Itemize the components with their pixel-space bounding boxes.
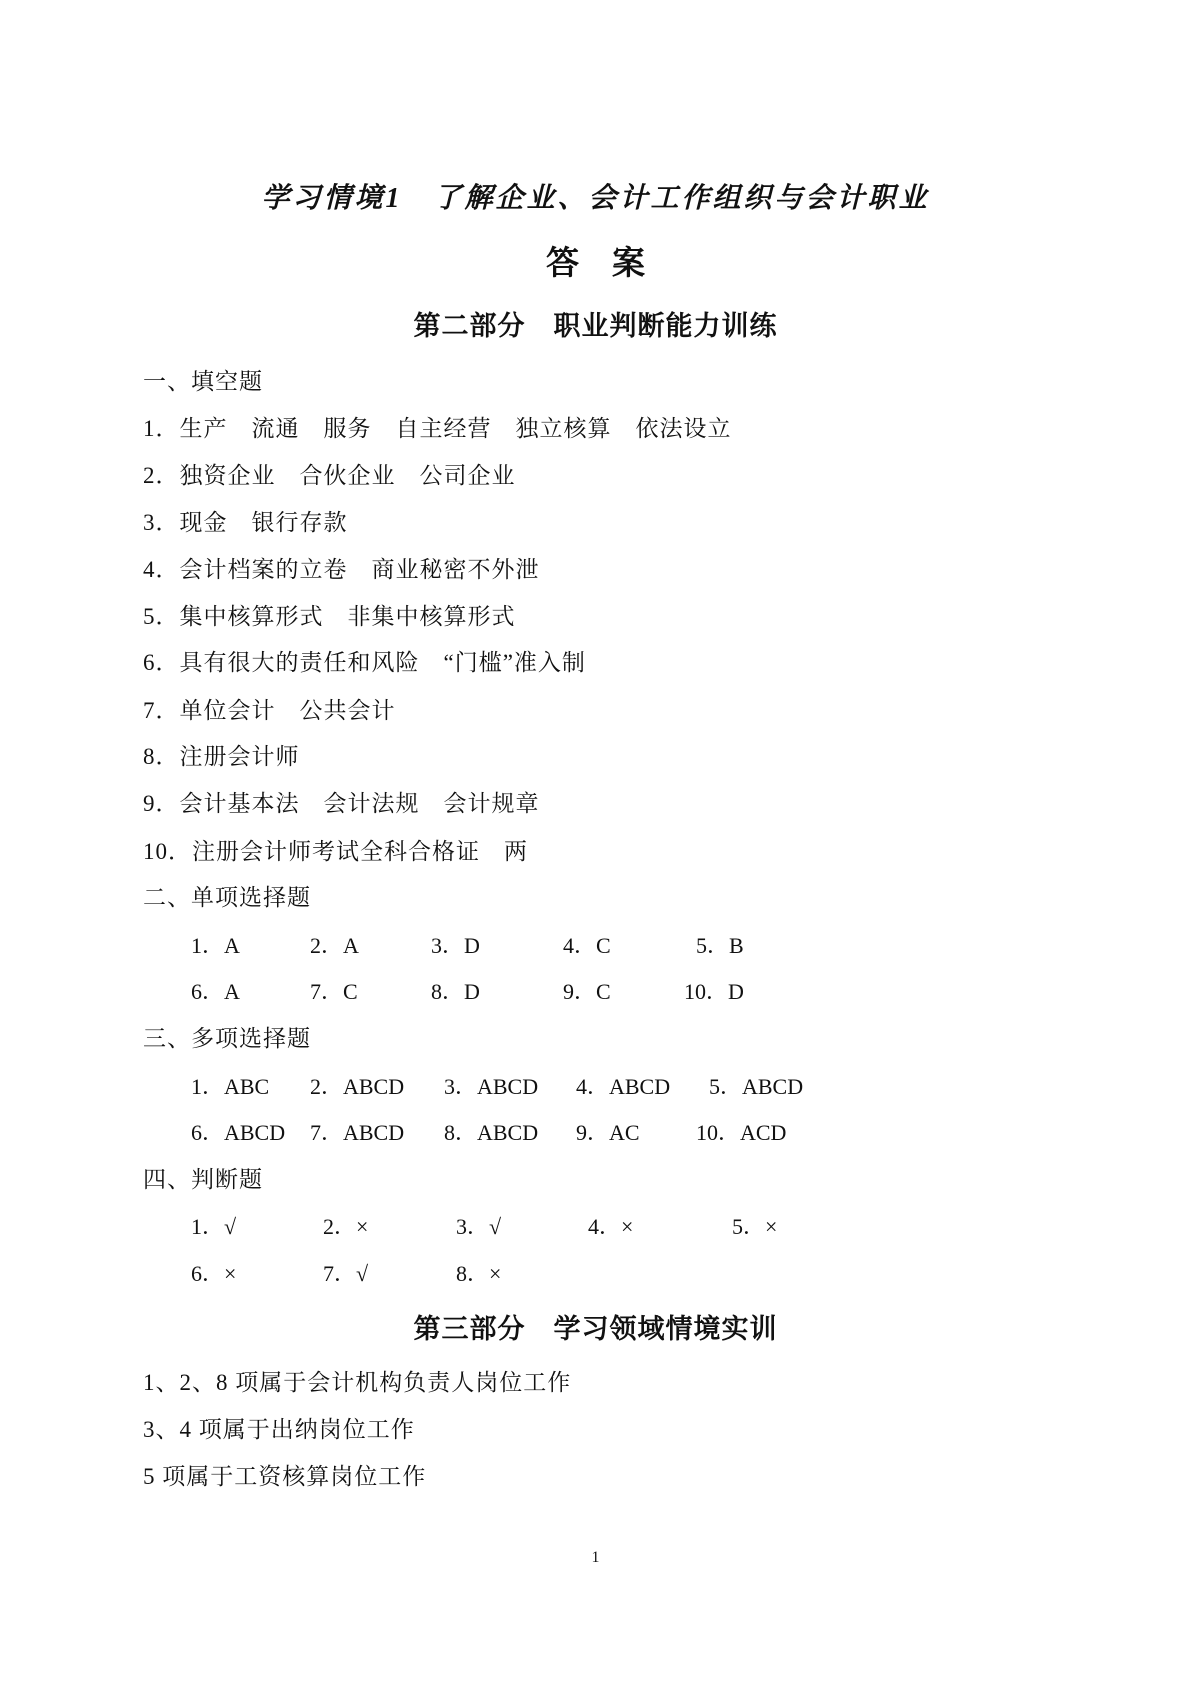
multiple-choice-answer: 6．ABCD bbox=[191, 1120, 286, 1145]
multiple-choice-answer: 5．ABCD bbox=[709, 1074, 804, 1099]
true-false-answer: 7．√ bbox=[323, 1261, 369, 1286]
practice-answer: 3、4 项属于出纳岗位工作 bbox=[143, 1417, 415, 1442]
fill-in-answer: 6．具有很大的责任和风险 “门槛”准入制 bbox=[143, 650, 586, 675]
multiple-choice-answer: 10．ACD bbox=[696, 1120, 787, 1145]
fill-in-heading: 一、填空题 bbox=[143, 369, 263, 394]
single-choice-answer: 1．A bbox=[191, 933, 240, 958]
single-choice-answer: 6．A bbox=[191, 979, 240, 1004]
multiple-choice-answer: 3．ABCD bbox=[444, 1074, 539, 1099]
multiple-choice-answer: 2．ABCD bbox=[310, 1074, 405, 1099]
true-false-answer: 6．× bbox=[191, 1261, 237, 1286]
fill-in-answer: 4．会计档案的立卷 商业秘密不外泄 bbox=[143, 557, 540, 582]
single-choice-heading: 二、单项选择题 bbox=[143, 885, 311, 910]
answer-heading: 答 案 bbox=[546, 246, 645, 282]
true-false-heading: 四、判断题 bbox=[143, 1167, 263, 1192]
practice-answer: 1、2、8 项属于会计机构负责人岗位工作 bbox=[143, 1370, 572, 1395]
true-false-answer: 2．× bbox=[323, 1214, 369, 1239]
true-false-answer: 4．× bbox=[588, 1214, 634, 1239]
page-number: 1 bbox=[591, 1549, 600, 1566]
multiple-choice-answer: 4．ABCD bbox=[576, 1074, 671, 1099]
single-choice-answer: 9．C bbox=[563, 979, 611, 1004]
true-false-answer: 3．√ bbox=[456, 1214, 502, 1239]
single-choice-answer: 5．B bbox=[696, 933, 744, 958]
multiple-choice-answer: 1．ABC bbox=[191, 1074, 270, 1099]
document-title: 学习情境1 了解企业、会计工作组织与会计职业 bbox=[261, 183, 930, 214]
fill-in-answer: 3．现金 银行存款 bbox=[143, 510, 348, 535]
multiple-choice-answer: 9．AC bbox=[576, 1120, 640, 1145]
true-false-answer: 5．× bbox=[732, 1214, 778, 1239]
single-choice-answer: 10．D bbox=[684, 979, 744, 1004]
single-choice-answer: 4．C bbox=[563, 933, 611, 958]
fill-in-answer: 5．集中核算形式 非集中核算形式 bbox=[143, 604, 516, 629]
single-choice-answer: 3．D bbox=[431, 933, 480, 958]
true-false-answer: 8．× bbox=[456, 1261, 502, 1286]
single-choice-answer: 8．D bbox=[431, 979, 480, 1004]
fill-in-answer: 7．单位会计 公共会计 bbox=[143, 698, 396, 723]
part3-heading: 第三部分 学习领域情境实训 bbox=[413, 1314, 778, 1344]
part2-heading: 第二部分 职业判断能力训练 bbox=[413, 311, 778, 341]
fill-in-answer: 1．生产 流通 服务 自主经营 独立核算 依法设立 bbox=[143, 416, 732, 441]
fill-in-answer: 10．注册会计师考试全科合格证 两 bbox=[143, 839, 528, 864]
true-false-answer: 1．√ bbox=[191, 1214, 237, 1239]
fill-in-answer: 9．会计基本法 会计法规 会计规章 bbox=[143, 791, 540, 816]
practice-answer: 5 项属于工资核算岗位工作 bbox=[143, 1464, 427, 1489]
fill-in-answer: 2．独资企业 合伙企业 公司企业 bbox=[143, 463, 516, 488]
single-choice-answer: 2．A bbox=[310, 933, 359, 958]
multiple-choice-answer: 8．ABCD bbox=[444, 1120, 539, 1145]
single-choice-answer: 7．C bbox=[310, 979, 358, 1004]
multiple-choice-answer: 7．ABCD bbox=[310, 1120, 405, 1145]
multiple-choice-heading: 三、多项选择题 bbox=[143, 1026, 311, 1051]
fill-in-answer: 8．注册会计师 bbox=[143, 744, 300, 769]
